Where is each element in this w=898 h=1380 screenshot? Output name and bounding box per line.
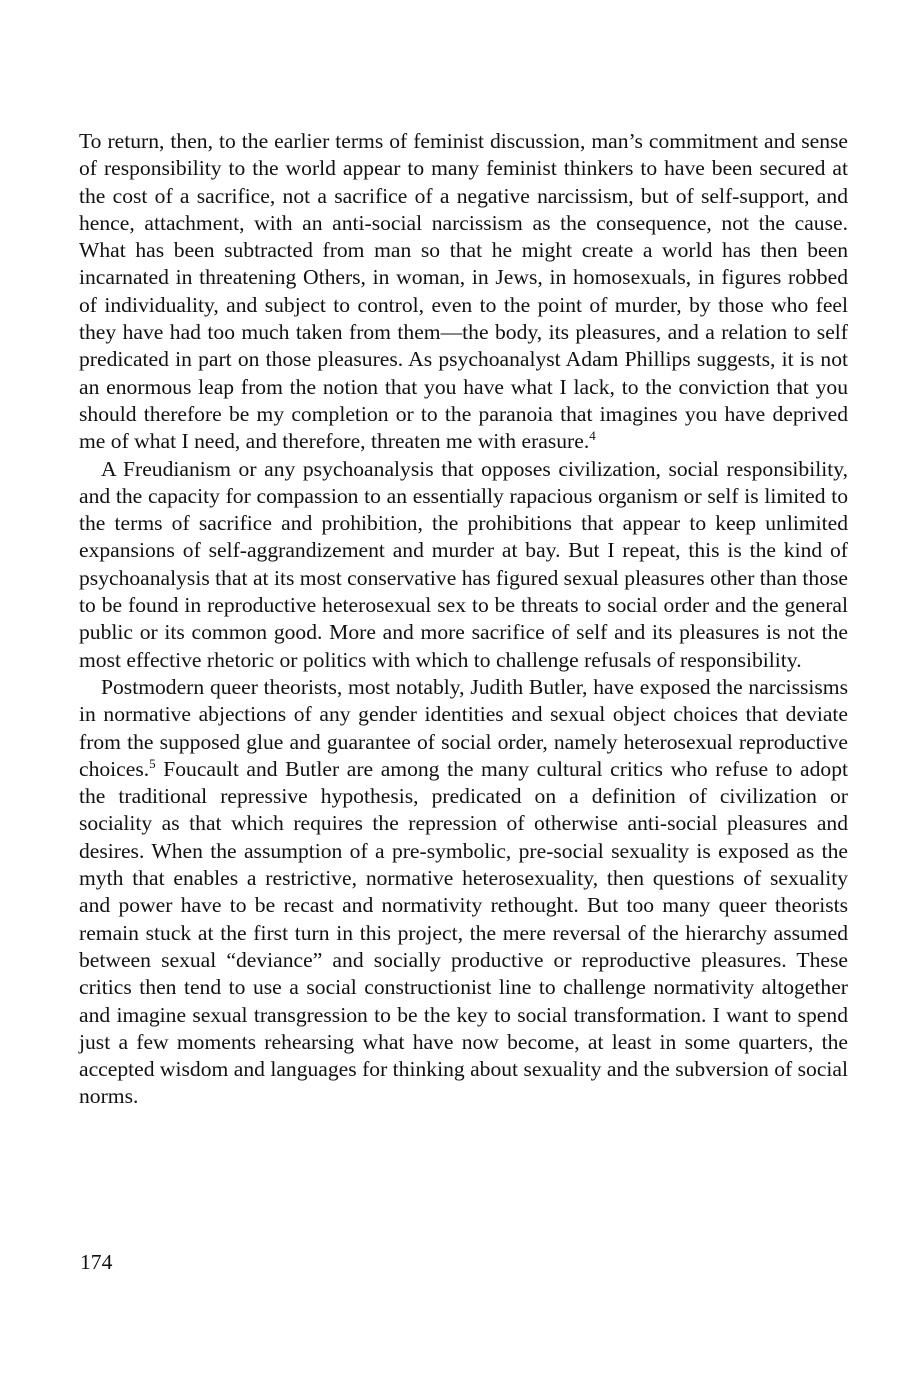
paragraph-2-text: A Freudianism or any psychoanalysis that opposes civilization, social responsibility, and the capacity for compassion to an essentially rapacious organism or self is limited to the terms of sacrifice and prohibition, the prohibitions that appear to keep unlimited expansions of self-aggrandizement and murder at bay. But I repeat, this is the kind of psychoanalysis that at its most conservative has figured sexual pleasures other than those to be found in reproductive heterosexual sex to be threats to social order and the general public or its common good. More and more sacrifice of self and its pleasures is not the most effective rhetoric or politics with which to challenge refusals of responsibility. [79, 456, 848, 672]
footnote-marker-4: 4 [589, 428, 596, 444]
paragraph-1-text: To return, then, to the earlier terms of feminist discussion, man’s commitment and sense of responsibility to the world appear to many feminist thinkers to have been secured at the cost of a sacrifice, not a sacrifice of a negative narcissism, but of self-support, and hence, attachment, with an anti-social narcissism as the consequence, not the cause. What has been subtracted from man so that he might create a world has then been incarnated in threatening Others, in woman, in Jews, in homosexuals, in figures robbed of individuality, and subject to control, even to the point of murder, by those who feel they have had too much taken from them—the body, its pleasures, and a relation to self predicated in part on those pleasures. As psychoanalyst Adam Phillips suggests, it is not an enormous leap from the notion that you have what I lack, to the conviction that you should therefore be my completion or to the paranoia that imagines you have deprived me of what I need, and therefore, threaten me with erasure. [79, 129, 848, 454]
paragraph-1 [79, 128, 848, 456]
paragraph-3-text-part-1: Postmodern queer theorists, most notably, Judith Butler, have exposed the narcissisms in normative abjections of any gender identities and sexual object choices that deviate from the supposed glue and guarantee of social order, namely heterosexual reproductive choices. [79, 674, 848, 781]
paragraph-3 [79, 674, 848, 1111]
body-text [79, 128, 848, 1111]
paragraph-2 [79, 456, 848, 674]
paragraph-3-text-part-2: Foucault and Butler are among the many cultural critics who refuse to adopt the traditional repressive hypothesis, predicated on a definition of civilization or sociality as that which requires the repression of otherwise anti-social pleasures and desires. When the assumption of a pre-symbolic, pre-social sexuality is exposed as the myth that enables a restrictive, normative heterosexuality, then questions of sexuality and power have to be recast and normativity rethought. But too many queer theorists remain stuck at the first turn in this project, the mere reversal of the hierarchy assumed between sexual “deviance” and socially productive or reproductive pleasures. These critics then tend to use a social constructionist line to challenge normativity altogether and imagine sexual transgression to be the key to social transformation. I want to spend just a few moments rehearsing what have now become, at least in some quarters, the accepted wisdom and languages for thinking about sexuality and the subversion of social norms. [79, 756, 848, 1109]
footnote-marker-5: 5 [149, 755, 156, 771]
page-number: 174 [80, 1250, 113, 1274]
